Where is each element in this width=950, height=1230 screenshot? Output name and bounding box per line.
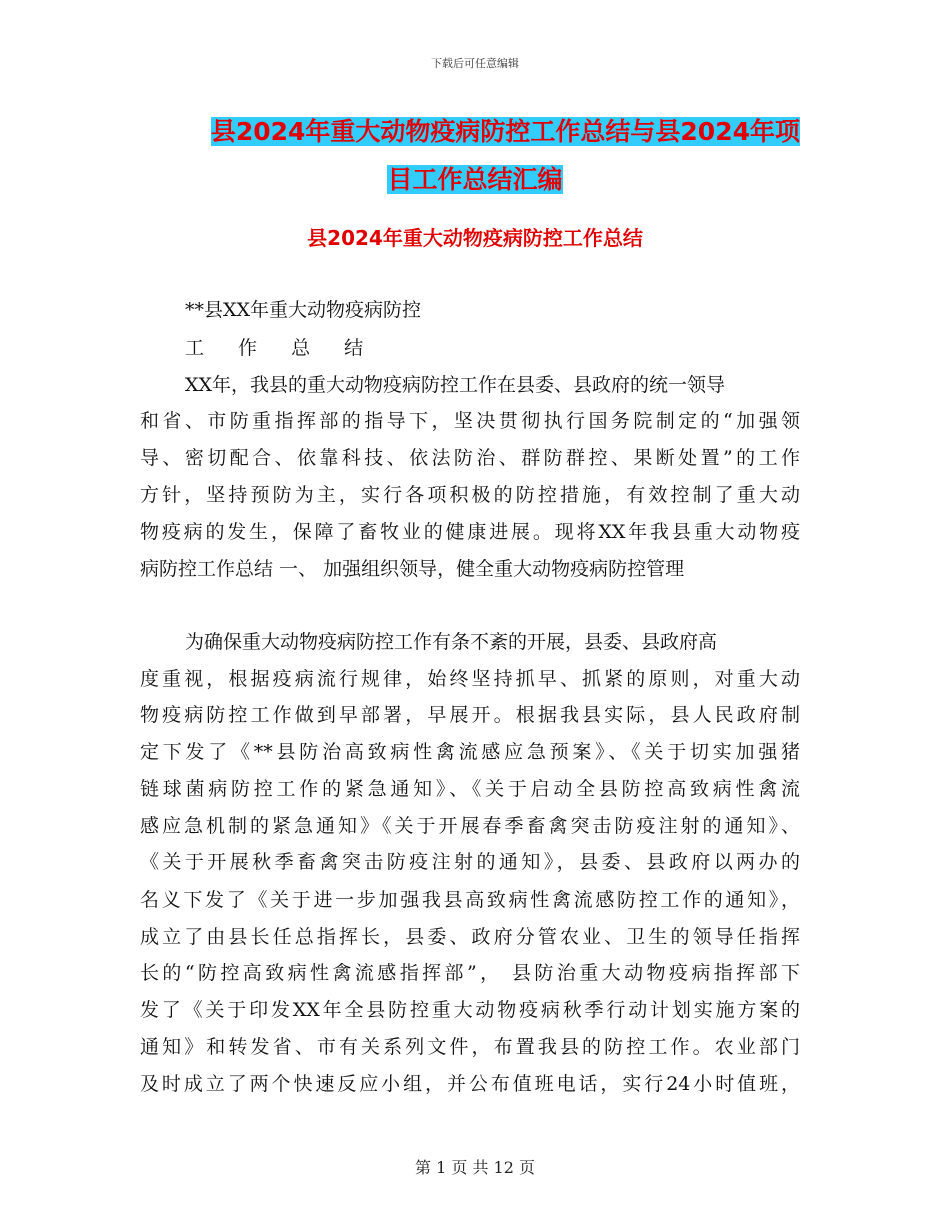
paragraph-line: 通知》和转发省、市有关系列文件，布置我县的防控工作。农业部门 (140, 1036, 800, 1058)
paragraph-line: 度重视，根据疫病流行规律，始终坚持抓早、抓紧的原则，对重大动 (140, 668, 800, 690)
document-title (150, 108, 800, 204)
section-title: 县2024年重大动物疫病防控工作总结 (307, 226, 643, 250)
paragraph-line: XX年，我县的重大动物疫病防控工作在县委、县政府的统一领导 (185, 374, 726, 396)
paragraph-line: 为确保重大动物疫病防控工作有条不紊的开展，县委、县政府高 (185, 631, 718, 653)
paragraph-line: 链球菌病防控工作的紧急通知》、《关于启动全县防控高致病性禽流 (140, 778, 800, 800)
paragraph-line: 方针，坚持预防为主，实行各项积极的防控措施，有效控制了重大动 (140, 484, 800, 506)
page-number: 第 1 页 共 12 页 (415, 1158, 535, 1177)
header-note: 下载后可任意编辑 (431, 57, 519, 70)
paragraph-line: 《关于开展秋季畜禽突击防疫注射的通知》，县委、县政府以两办的 (140, 851, 800, 873)
title-line-1: 县2024年重大动物疫病防控工作总结与县2024年项 (210, 117, 800, 146)
heading-line: **县XX年重大动物疫病防控 (185, 299, 422, 321)
paragraph-line: 发了《关于印发XX年全县防控重大动物疫病秋季行动计划实施方案的 (140, 999, 800, 1021)
paragraph-line: 物疫病防控工作做到早部署，早展开。根据我县实际，县人民政府制 (140, 704, 800, 726)
paragraph-line: 物疫病的发生，保障了畜牧业的健康进展。现将XX年我县重大动物疫 (140, 521, 800, 543)
paragraph-line: 成立了由县长任总指挥长，县委、政府分管农业、卫生的领导任指挥 (140, 926, 800, 948)
paragraph-line: 及时成立了两个快速反应小组，并公布值班电话，实行24小时值班， (140, 1073, 800, 1095)
paragraph-line: 名义下发了《关于进一步加强我县高致病性禽流感防控工作的通知》， (140, 889, 800, 911)
heading-line-2: 工 作 总 结 (185, 337, 378, 359)
title-line-2: 目工作总结汇编 (387, 165, 563, 194)
paragraph-line: 导、密切配合、依靠科技、依法防治、群防群控、果断处置”的工作 (140, 447, 800, 469)
paragraph-line: 感应急机制的紧急通知》《关于开展春季畜禽突击防疫注射的通知》、 (140, 815, 800, 837)
paragraph-line: 病防控工作总结 一、 加强组织领导，健全重大动物疫病防控管理 (140, 558, 685, 580)
paragraph-line: 定下发了《**县防治高致病性禽流感应急预案》、《关于切实加强猪 (140, 741, 800, 763)
paragraph-line: 和省、市防重指挥部的指导下，坚决贯彻执行国务院制定的“加强领 (140, 410, 800, 432)
paragraph-line: 长的“防控高致病性禽流感指挥部”， 县防治重大动物疫病指挥部下 (140, 962, 800, 984)
